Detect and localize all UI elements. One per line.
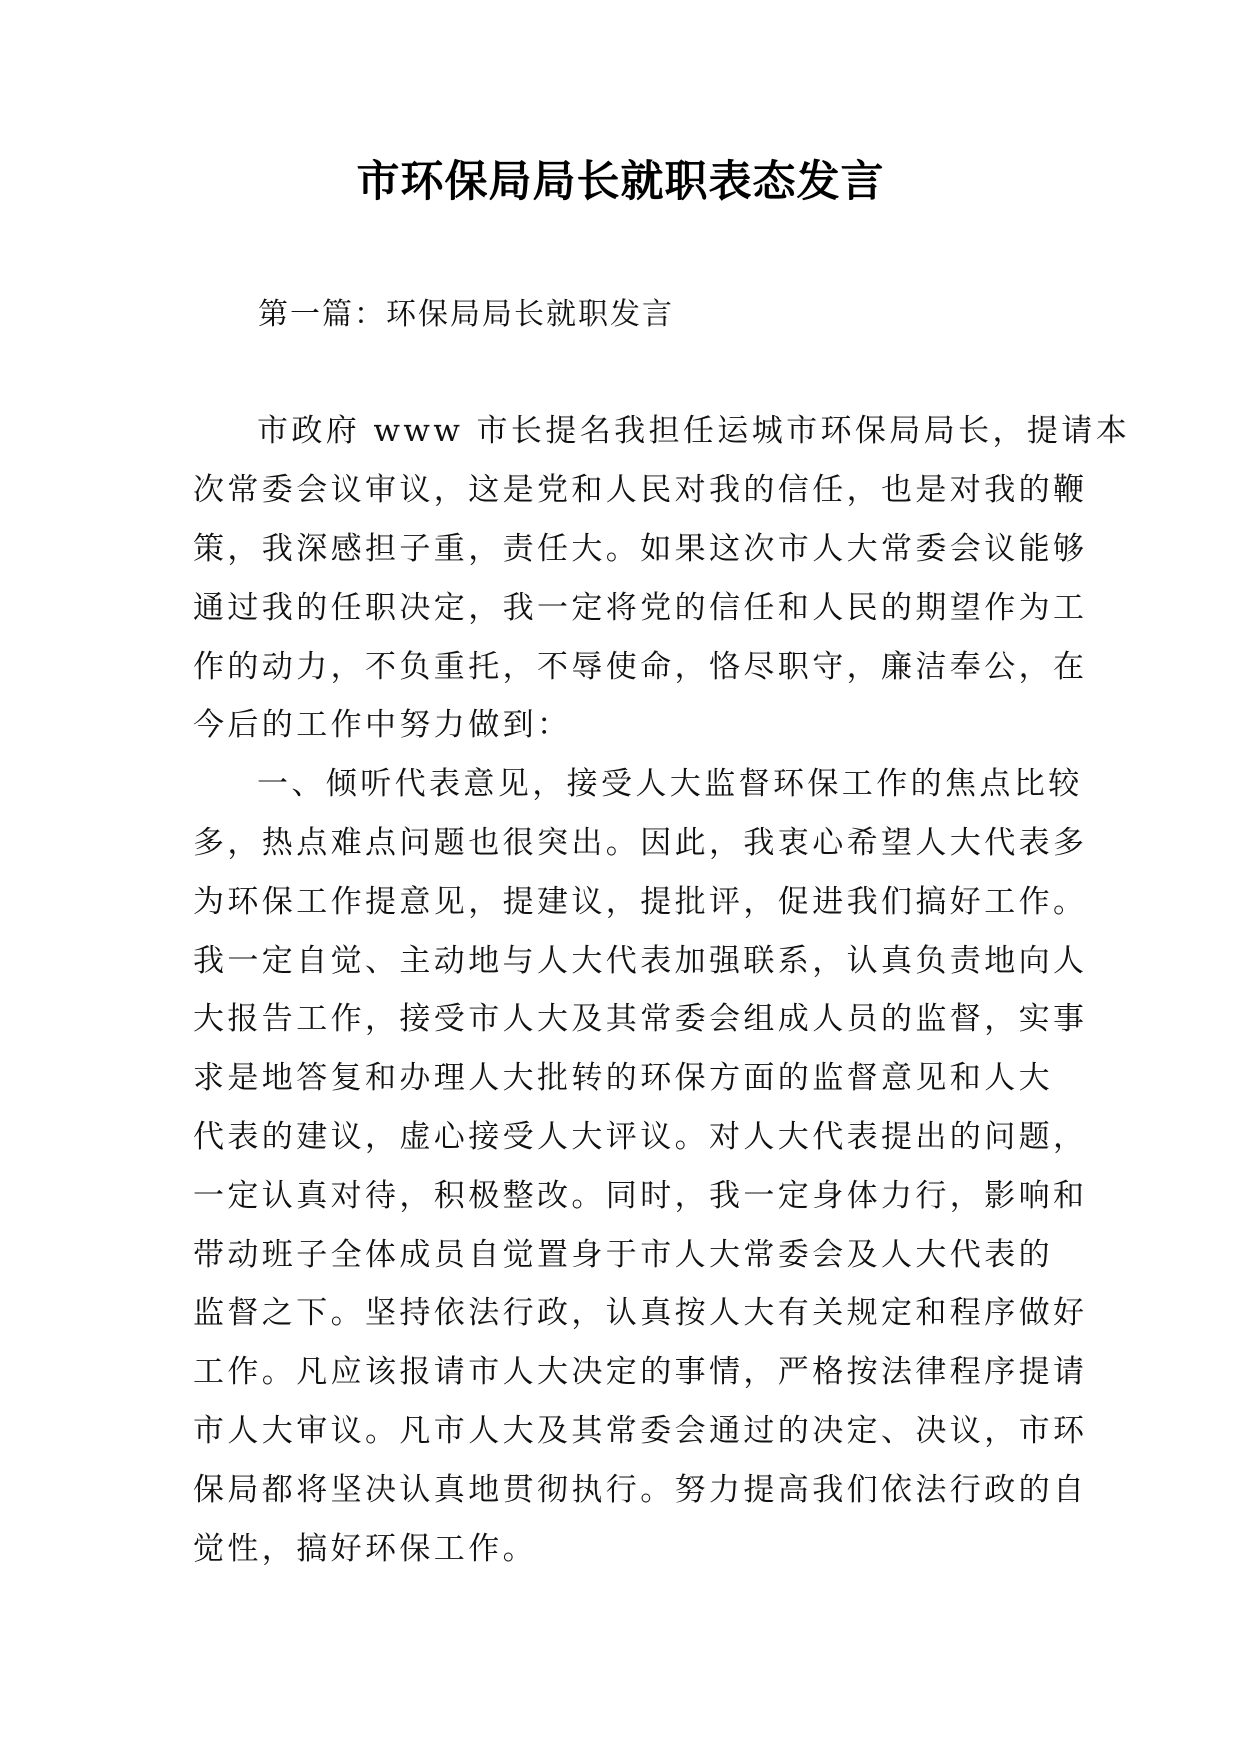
paragraph-line: 求是地答复和办理人大批转的环保方面的监督意见和人大 <box>193 1060 1053 1096</box>
paragraph-line: 一、倾听代表意见，接受人大监督环保工作的焦点比较 <box>257 766 1083 802</box>
paragraph-line: 次常委会议审议，这是党和人民对我的信任，也是对我的鞭 <box>193 472 1088 508</box>
document-subtitle: 第一篇：环保局局长就职发言 <box>258 297 674 332</box>
paragraph-line: 为环保工作提意见，提建议，提批评，促进我们搞好工作。 <box>193 884 1088 920</box>
paragraph-line: 市政府 www 市长提名我担任运城市环保局局长，提请本 <box>257 413 1131 449</box>
paragraph-line: 大报告工作，接受市人大及其常委会组成人员的监督，实事 <box>193 1001 1088 1037</box>
paragraph-line: 监督之下。坚持依法行政，认真按人大有关规定和程序做好 <box>193 1295 1088 1331</box>
paragraph-line: 我一定自觉、主动地与人大代表加强联系，认真负责地向人 <box>193 943 1088 979</box>
paragraph-line: 保局都将坚决认真地贯彻执行。努力提高我们依法行政的自 <box>193 1472 1088 1508</box>
paragraph-line: 工作。凡应该报请市人大决定的事情，严格按法律程序提请 <box>193 1354 1088 1390</box>
paragraph-line: 一定认真对待，积极整改。同时，我一定身体力行，影响和 <box>193 1178 1088 1214</box>
paragraph-line: 通过我的任职决定，我一定将党的信任和人民的期望作为工 <box>193 590 1088 626</box>
paragraph-line: 觉性，搞好环保工作。 <box>193 1531 537 1567</box>
paragraph-line: 代表的建议，虚心接受人大评议。对人大代表提出的问题， <box>193 1119 1088 1155</box>
paragraph-line: 带动班子全体成员自觉置身于市人大常委会及人大代表的 <box>193 1237 1053 1273</box>
paragraph-line: 今后的工作中努力做到： <box>193 707 572 743</box>
document-title: 市环保局局长就职表态发言 <box>356 157 885 207</box>
paragraph-line: 多，热点难点问题也很突出。因此，我衷心希望人大代表多 <box>193 825 1088 861</box>
paragraph-line: 作的动力，不负重托，不辱使命，恪尽职守，廉洁奉公，在 <box>193 649 1088 685</box>
paragraph-line: 策，我深感担子重，责任大。如果这次市人大常委会议能够 <box>193 531 1088 567</box>
paragraph-line: 市人大审议。凡市人大及其常委会通过的决定、决议，市环 <box>193 1413 1088 1449</box>
